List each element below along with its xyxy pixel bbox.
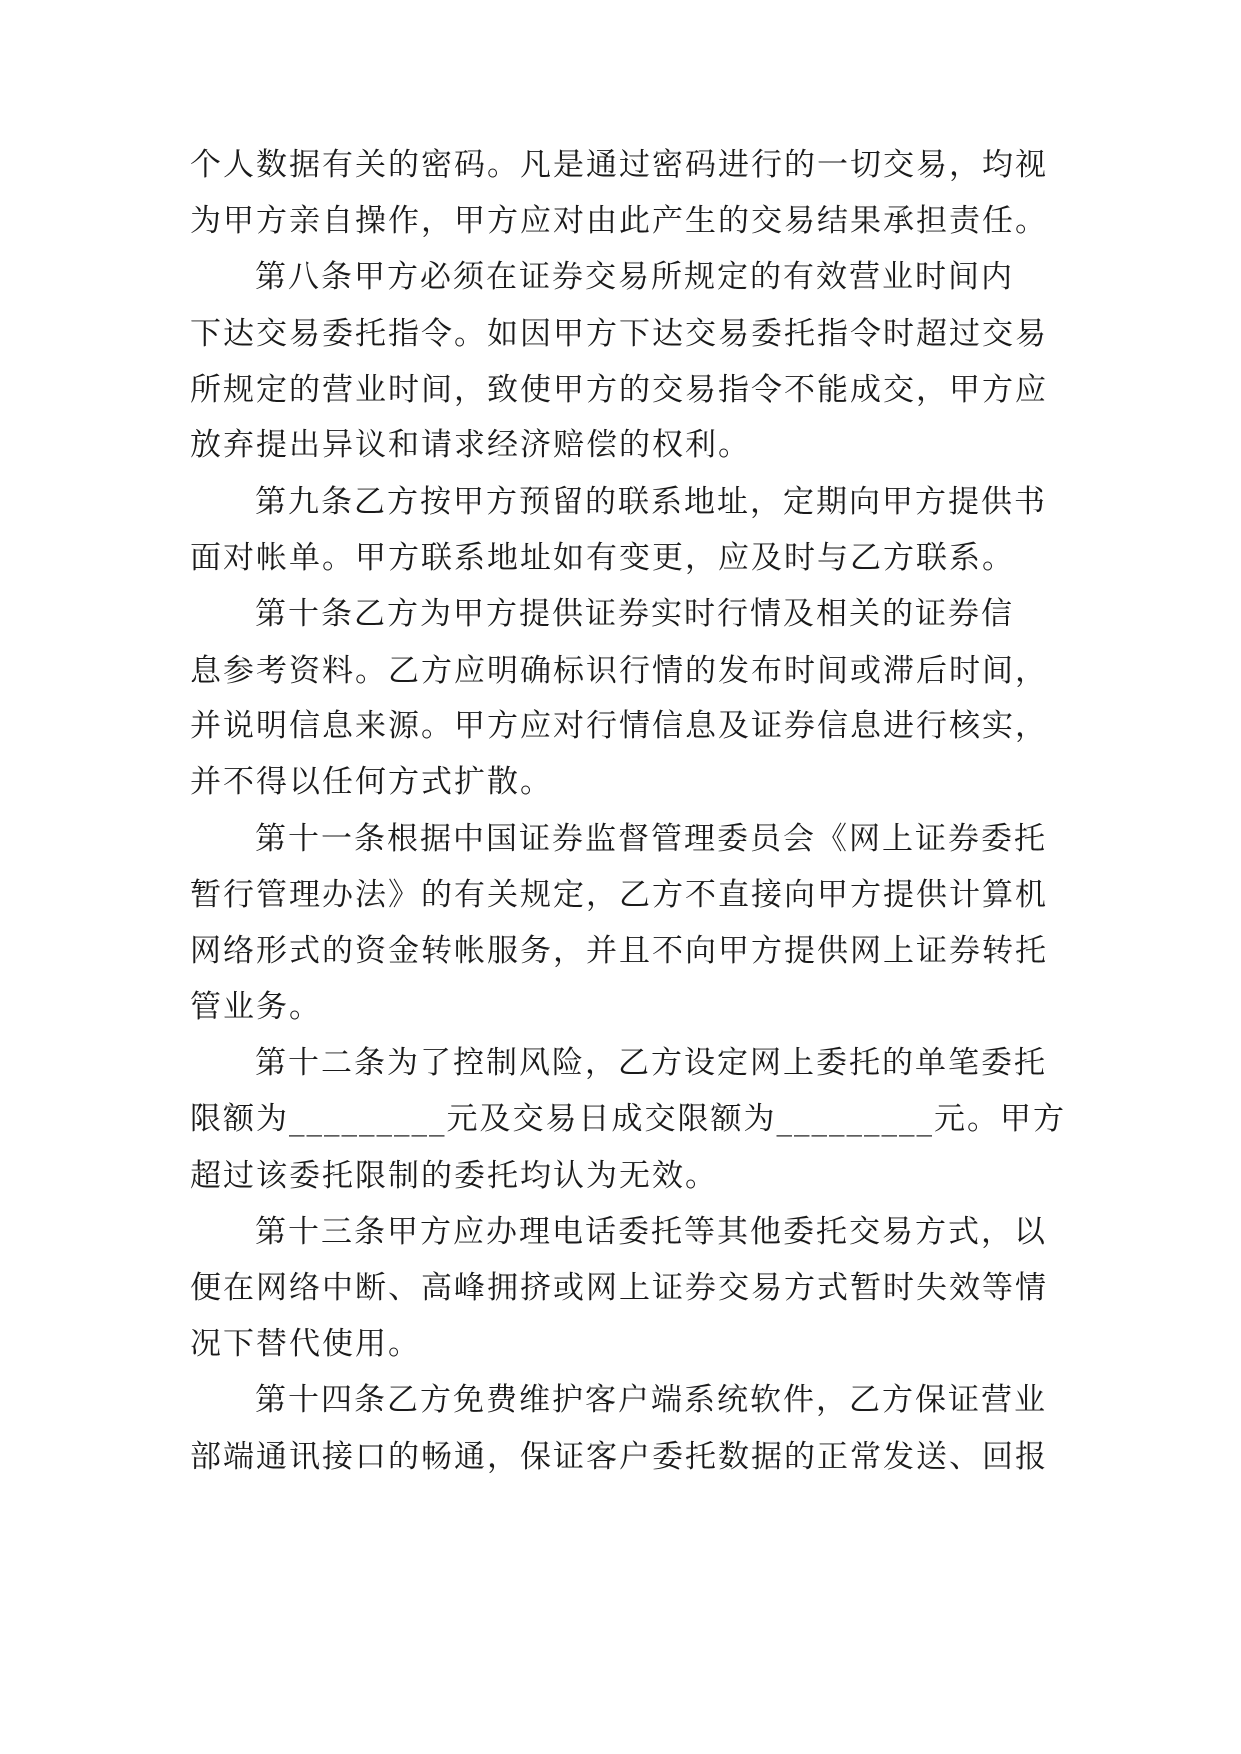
paragraph-start-line: 第十条乙方为甲方提供证券实时行情及相关的证券信 (255, 596, 1014, 632)
text-line: 超过该委托限制的委托均认为无效。 (190, 1158, 718, 1194)
text-line: 限额为_________元及交易日成交限额为_________元。甲方 (190, 1101, 1066, 1137)
text-line: 放弃提出异议和请求经济赔偿的权利。 (190, 427, 751, 463)
text-line: 面对帐单。甲方联系地址如有变更，应及时与乙方联系。 (190, 540, 1015, 576)
text-line: 管业务。 (190, 989, 322, 1025)
text-line: 所规定的营业时间，致使甲方的交易指令不能成交，甲方应 (190, 372, 1048, 408)
text-line: 并不得以任何方式扩散。 (190, 764, 553, 800)
text-line: 暂行管理办法》的有关规定，乙方不直接向甲方提供计算机 (190, 877, 1048, 913)
text-line: 况下替代使用。 (190, 1326, 421, 1362)
paragraph-start-line: 第十三条甲方应办理电话委托等其他委托交易方式，以 (255, 1214, 1047, 1250)
paragraph-start-line: 第九条乙方按甲方预留的联系地址，定期向甲方提供书 (255, 484, 1047, 520)
paragraph-start-line: 第十一条根据中国证券监督管理委员会《网上证券委托 (255, 821, 1047, 857)
text-line: 下达交易委托指令。如因甲方下达交易委托指令时超过交易 (190, 316, 1048, 352)
paragraph-start-line: 第十四条乙方免费维护客户端系统软件，乙方保证营业 (255, 1382, 1047, 1418)
text-line: 为甲方亲自操作，甲方应对由此产生的交易结果承担责任。 (190, 203, 1048, 239)
text-line: 个人数据有关的密码。凡是通过密码进行的一切交易，均视 (190, 147, 1048, 183)
paragraph-start-line: 第十二条为了控制风险，乙方设定网上委托的单笔委托 (255, 1045, 1047, 1081)
paragraph-start-line: 第八条甲方必须在证券交易所规定的有效营业时间内 (255, 259, 1014, 295)
text-line: 便在网络中断、高峰拥挤或网上证券交易方式暂时失效等情 (190, 1270, 1048, 1306)
text-line: 部端通讯接口的畅通，保证客户委托数据的正常发送、回报 (190, 1439, 1048, 1475)
text-line: 息参考资料。乙方应明确标识行情的发布时间或滞后时间， (190, 653, 1048, 689)
text-line: 并说明信息来源。甲方应对行情信息及证券信息进行核实， (190, 708, 1048, 744)
text-line: 网络形式的资金转帐服务，并且不向甲方提供网上证券转托 (190, 933, 1048, 969)
